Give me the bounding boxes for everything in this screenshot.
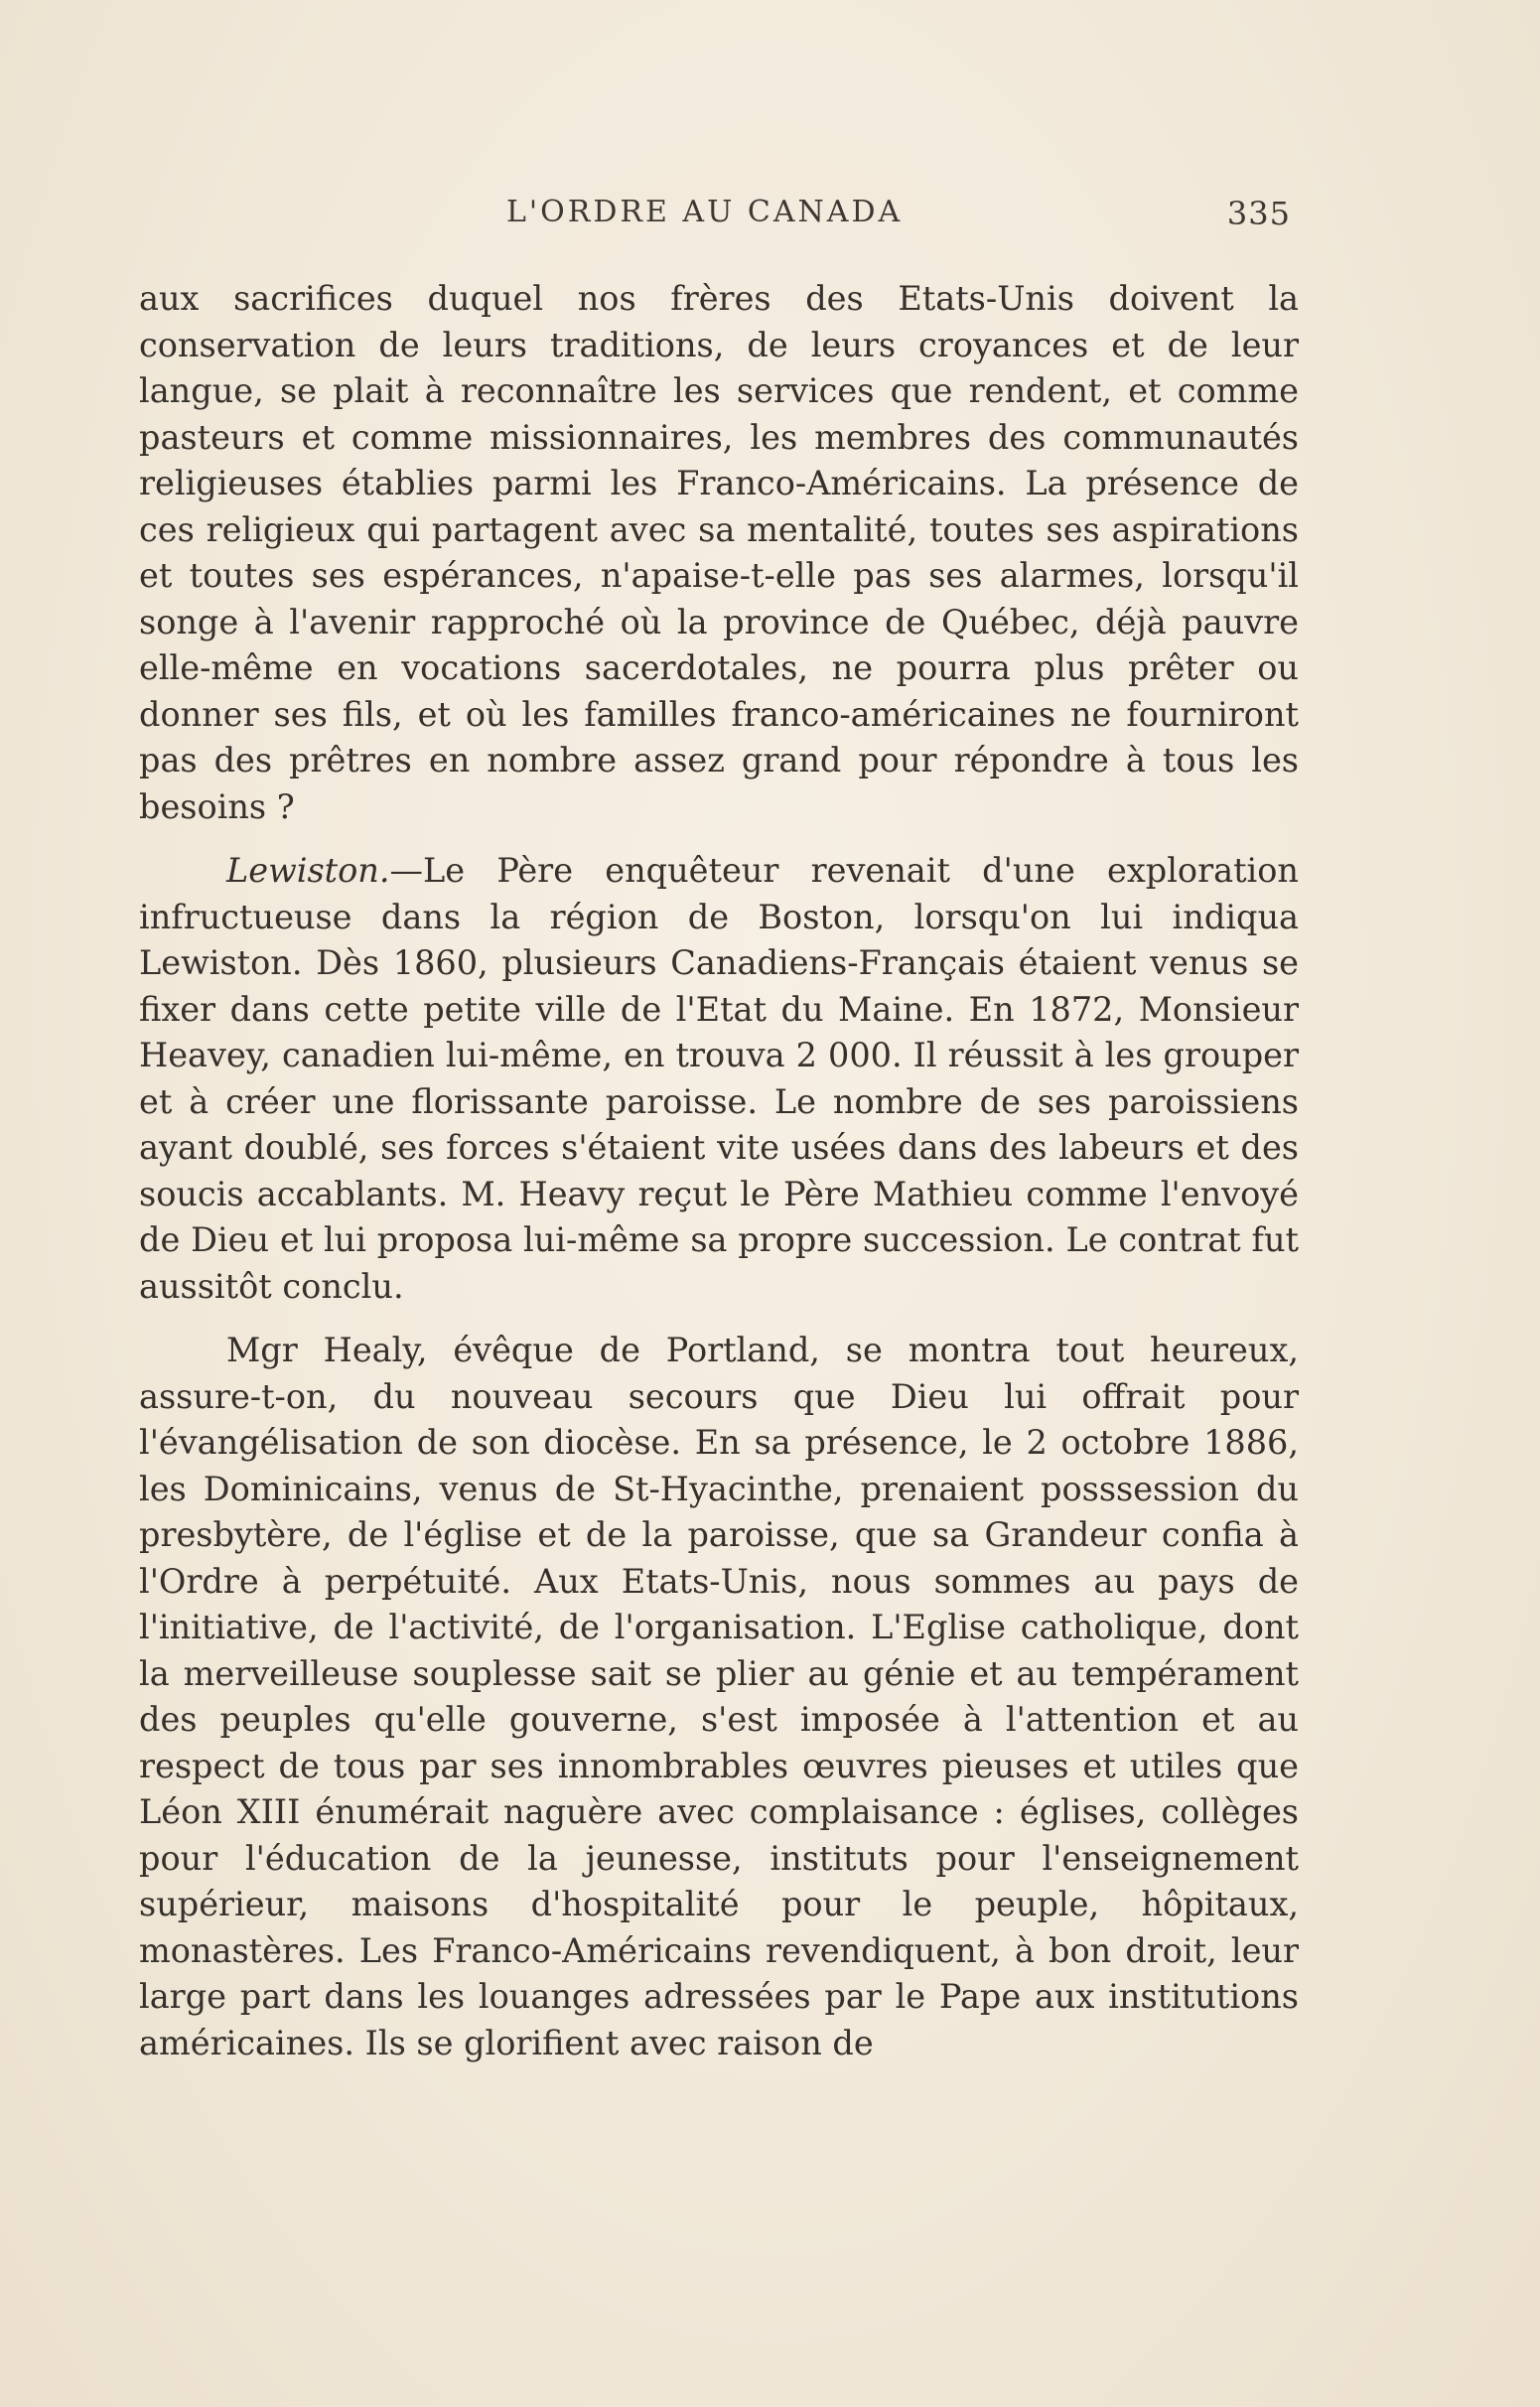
section-lead-lewiston: Lewiston. (226, 851, 390, 890)
page-header (149, 195, 1291, 244)
paragraph-2 (139, 848, 1299, 1310)
paragraph-2-text: —Le Père enquêteur revenait d'une exploration infructueuse dans la région de Boston, lorsqu'on lui indiqua Lewiston. Dès 1860, plusieurs Canadiens-Français étaient venus se fixer dans cette petite ville de l'Etat du Maine. En 1872, Monsieur Heavey, canadien lui-même, en trouva 2 000. Il réussit à les grouper et à créer une florissante paroisse. Le nombre de ses paroissiens ayant doublé, ses forces s'étaient vite usées dans des labeurs et des soucis accablants. M. Heavy reçut le Père Mathieu comme l'envoyé de Dieu et lui proposa lui-même sa propre succession. Le contrat fut aussitôt conclu. (139, 851, 1299, 1306)
paragraph-3: Mgr Healy, évêque de Portland, se montra tout heureux, assure-t-on, du nouveau secours que Dieu lui offrait pour l'évangélisation de son diocèse. En sa présence, le 2 octobre 1886, les Dominicains, venus de St-Hyacinthe, prenaient posssession du presbytère, de l'église et de la paroisse, que sa Grandeur confia à l'Ordre à perpétuité. Aux Etats-Unis, nous sommes au pays de l'initiative, de l'activité, de l'organisation. L'Eglise catholique, dont la merveilleuse souplesse sait se plier au génie et au tempérament des peuples qu'elle gouverne, s'est imposée à l'attention et au respect de tous par ses innombrables œuvres pieuses et utiles que Léon XIII énumérait naguère avec complaisance : églises, collèges pour l'éducation de la jeunesse, instituts pour l'enseignement supérieur, maisons d'hospitalité pour le peuple, hôpitaux, monastères. Les Franco-Américains revendiquent, à bon droit, leur large part dans les louanges adressées par le Pape aux institutions américaines. Ils se glorifient avec raison de (139, 1331, 1299, 2062)
page-number: 335 (1226, 195, 1291, 232)
running-title: L'ORDRE AU CANADA (506, 195, 904, 229)
body-text (139, 276, 1299, 2066)
paragraph-1: aux sacrifices duquel nos frères des Etats-Unis doivent la conservation de leurs traditions, de leurs croyances et de leur langue, se plait à reconnaître les services que rendent, et comme pasteurs et comme missionnaires, les membres des communautés religieuses établies parmi les Franco-Américains. La présence de ces religieux qui partagent avec sa mentalité, toutes ses aspirations et toutes ses espérances, n'apaise-t-elle pas ses alarmes, lorsqu'il songe à l'avenir rapproché où la province de Québec, déjà pauvre elle-même en vocations sacerdotales, ne pourra plus prêter ou donner ses fils, et où les familles franco-américaines ne fourniront pas des prêtres en nombre assez grand pour répondre à tous les besoins ? (139, 279, 1299, 826)
